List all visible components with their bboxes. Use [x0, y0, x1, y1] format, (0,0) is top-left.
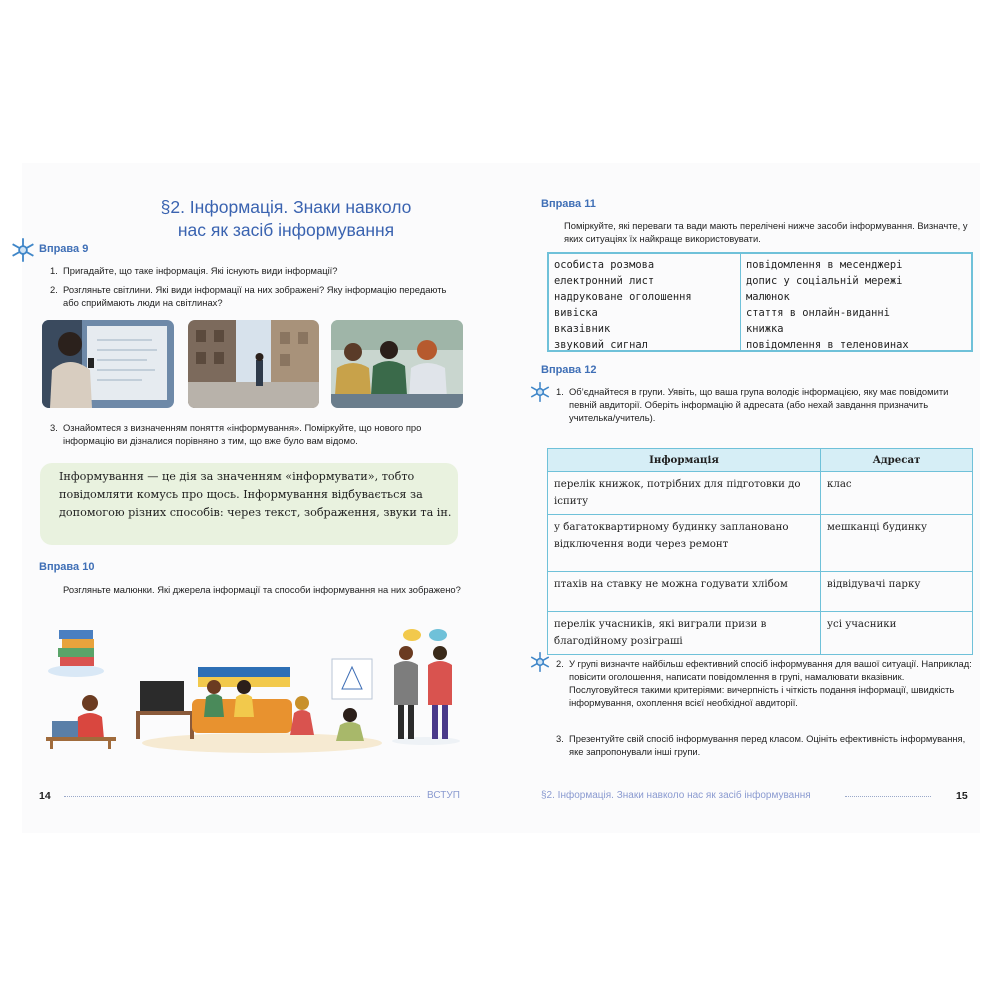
family-living-room-illustration	[132, 653, 382, 753]
exercise-11-heading: Вправа 11	[541, 198, 596, 210]
snowflake-icon	[10, 237, 36, 263]
list-item: вказівник	[554, 323, 611, 335]
list-item: повідомлення в теленовинах	[746, 339, 909, 351]
list-item: надруковане оголошення	[554, 291, 692, 303]
list-item: стаття в онлайн-виданні	[746, 307, 890, 319]
table-cell: перелік учасників, які виграли призи в благодійному розіграші	[548, 612, 821, 655]
exercise-11-table	[547, 252, 973, 352]
exercise-12-table	[547, 448, 973, 655]
exercise-12-item-1: 1. Об’єднайтеся в групи. Уявіть, що ваша група володіє інформацією, яку має повідомити певній авдиторії. Оберіть інформацію й адресата (або нехай завдання призначить учителька/учитель).	[556, 386, 949, 423]
column-header: Інформація	[548, 449, 821, 472]
page-title: §2. Інформація. Знаки навколо нас як засіб інформування	[160, 197, 412, 240]
boy-at-laptop-illustration	[46, 691, 120, 749]
table-cell: усі учасники	[821, 612, 973, 655]
definition-text: Інформування — це дія за значенням «інформувати», тобто повідомляти комусь про щось. Інформування відбувається за допомогою різних способів: через текст, зображення, звуки та ін.	[59, 470, 452, 519]
exercise-9-item-2: 2. Розгляньте світлини. Які види інформації на них зображені? Яку інформацію передають або сприймають люди на світлинах?	[50, 284, 447, 308]
means-column-2	[746, 257, 909, 353]
photo-students-sitting	[331, 320, 463, 408]
table-header-row	[548, 449, 973, 472]
exercise-9-item-3: 3. Ознайомтеся з визначенням поняття «інформування». Поміркуйте, що нового про інформацію ви дізналися порівняно з тим, що вже було вам відомо.	[50, 422, 422, 446]
footer-dotted-line	[64, 796, 420, 797]
snowflake-icon	[529, 651, 551, 673]
table-row	[548, 515, 973, 572]
list-item: повідомлення в месенджері	[746, 259, 903, 271]
page-number-left: 14	[39, 790, 51, 802]
list-item: книжка	[746, 323, 784, 335]
snowflake-icon	[529, 381, 551, 403]
exercise-11-text: Поміркуйте, які переваги та вади мають перелічені нижче засоби інформування. Визначте, у яких ситуаціях їх найкраще використовувати.	[564, 220, 968, 244]
column-header: Адресат	[821, 449, 973, 472]
two-men-talking-illustration	[388, 625, 464, 745]
list-item: малюнок	[746, 291, 790, 303]
books-stack-illustration	[46, 623, 106, 679]
footer-dotted-line	[845, 796, 931, 797]
means-column-1	[554, 257, 692, 353]
table-row	[548, 572, 973, 612]
footer-section-left: ВСТУП	[427, 790, 460, 801]
table-cell: перелік книжок, потрібних для підготовки до іспиту	[548, 472, 821, 515]
list-item: особиста розмова	[554, 259, 655, 271]
exercise-10-text: Розгляньте малюнки. Які джерела інформації та способи інформування на них зображено?	[63, 584, 461, 595]
photo-city-street	[188, 320, 319, 408]
table-cell: мешканці будинку	[821, 515, 973, 572]
table-cell: птахів на ставку не можна годувати хлібом	[548, 572, 821, 612]
list-item: допис у соціальній мережі	[746, 275, 903, 287]
photo-girl-reading-board	[42, 320, 174, 408]
left-page	[22, 163, 501, 833]
table-cell: у багатоквартирному будинку заплановано відключення води через ремонт	[548, 515, 821, 572]
footer-section-right: §2. Інформація. Знаки навколо нас як засіб інформування	[541, 790, 811, 801]
exercise-12-item-3: 3. Презентуйте свій спосіб інформування перед класом. Оцініть ефективність інформування, яке запропонували інші групи.	[556, 733, 966, 757]
table-row	[548, 472, 973, 515]
list-item: звуковий сигнал	[554, 339, 648, 351]
list-item: електронний лист	[554, 275, 655, 287]
table-cell: клас	[821, 472, 973, 515]
exercise-10-heading: Вправа 10	[39, 561, 95, 573]
exercise-9-item-1: 1. Пригадайте, що таке інформація. Які існують види інформації?	[50, 265, 338, 276]
right-page	[501, 163, 980, 833]
exercise-9-heading: Вправа 9	[39, 243, 89, 255]
exercise-12-item-2: 2. У групі визначте найбільш ефективний спосіб інформування для вашої ситуації. Наприклад: повісити оголошення, написати повідомлення в групі, намалювати вказівник. Послуговуйтеся такими критеріями: вичерпність і чіткість подання інформації, швидкість інформування, охоплення всієї необхідної авдиторії.	[556, 658, 972, 708]
exercise-12-heading: Вправа 12	[541, 364, 597, 376]
textbook-spread	[22, 163, 980, 833]
table-row	[548, 612, 973, 655]
list-item: вивіска	[554, 307, 598, 319]
page-number-right: 15	[956, 790, 968, 802]
table-cell: відвідувачі парку	[821, 572, 973, 612]
